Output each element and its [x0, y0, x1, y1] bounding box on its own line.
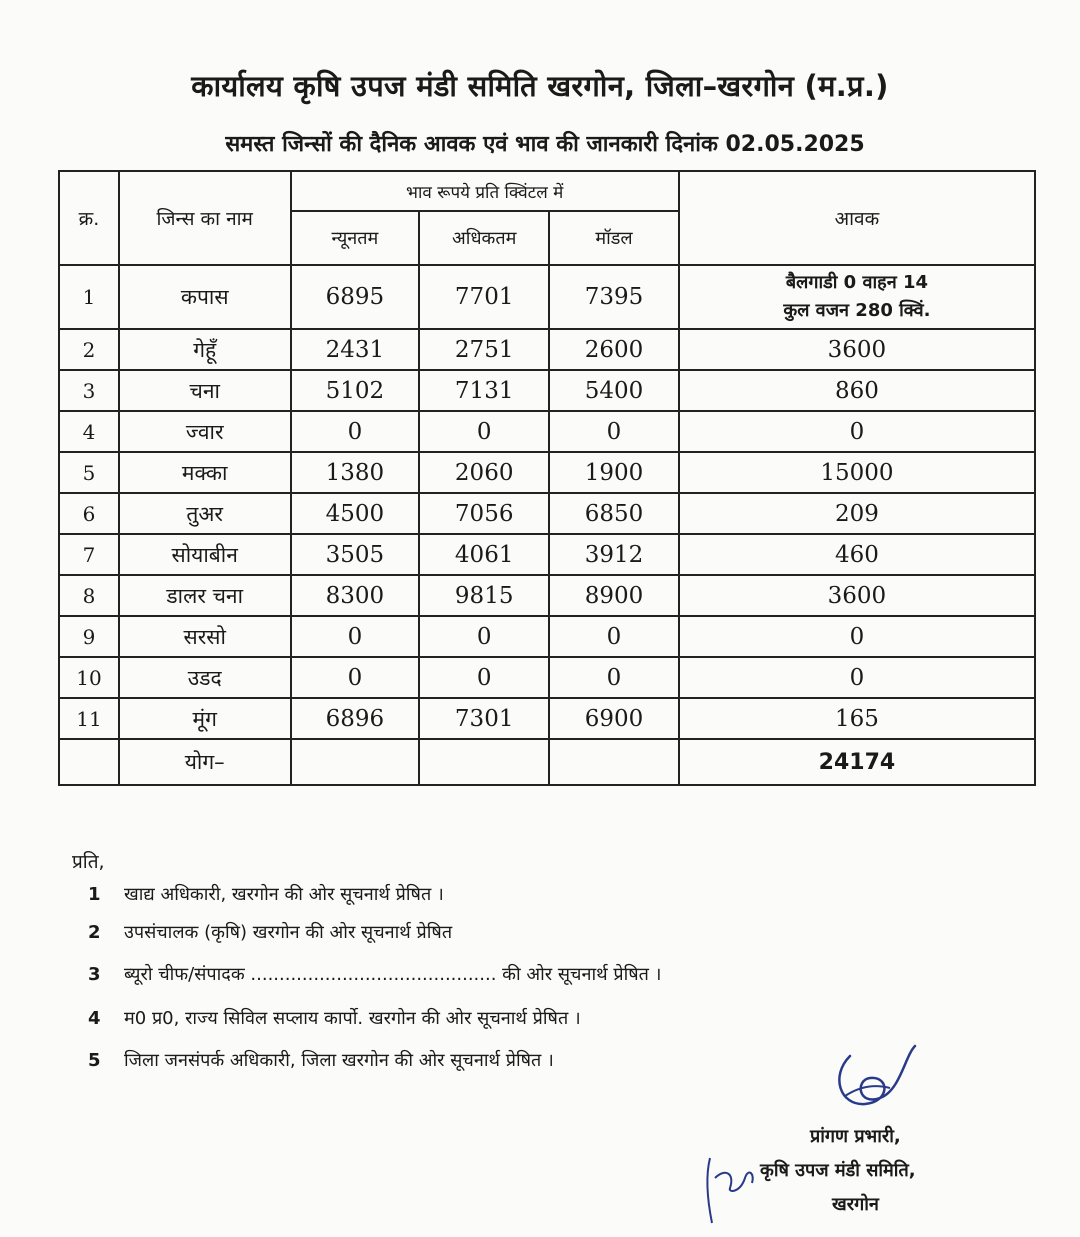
signatory-place: खरगोन: [832, 1194, 879, 1215]
item-number: 5: [88, 1050, 101, 1071]
row-sn: 9: [59, 616, 119, 657]
table-row: [59, 534, 1035, 575]
office-title: कार्यालय कृषि उपज मंडी समिति खरगोन, जिला–खरगोन (म.प्र.): [191, 69, 889, 103]
total-min-empty: [291, 739, 420, 785]
row-modal: 6850: [549, 493, 679, 534]
total-label: योग–: [119, 739, 291, 785]
table-row: [59, 493, 1035, 534]
row-commodity: मक्का: [119, 452, 291, 493]
row-max: 7131: [419, 370, 549, 411]
row-sn: 5: [59, 452, 119, 493]
aavak-vehicles: बैलगाडी 0 वाहन 14: [785, 272, 929, 293]
initials-scribble: [700, 1148, 760, 1228]
header-max: अधिकतम: [419, 211, 549, 265]
row-aavak: 209: [679, 493, 1035, 534]
report-subtitle: समस्त जिन्सों की दैनिक आवक एवं भाव की जानकारी दिनांक 02.05.2025: [225, 132, 865, 157]
table-row: [59, 452, 1035, 493]
row-aavak: 3600: [679, 329, 1035, 370]
row-sn: 3: [59, 370, 119, 411]
row-min: 0: [291, 616, 420, 657]
row-modal: 5400: [549, 370, 679, 411]
row-aavak: 3600: [679, 575, 1035, 616]
row-modal: 2600: [549, 329, 679, 370]
row-min: 4500: [291, 493, 420, 534]
distribution-item: [88, 920, 452, 944]
row-sn: 6: [59, 493, 119, 534]
row-aavak: 0: [679, 657, 1035, 698]
row-min: 6896: [291, 698, 420, 739]
row-commodity: ज्वार: [119, 411, 291, 452]
item-text: म0 प्र0, राज्य सिविल सप्लाय कार्पो. खरगोन की ओर सूचनार्थ प्रेषित ।: [124, 1008, 581, 1029]
row-modal: 0: [549, 657, 679, 698]
row-aavak: 460: [679, 534, 1035, 575]
row-min: 0: [291, 657, 420, 698]
distribution-item: [88, 1048, 554, 1072]
row-max: 9815: [419, 575, 549, 616]
row-max: 0: [419, 657, 549, 698]
row-min: 3505: [291, 534, 420, 575]
row-max: 0: [419, 411, 549, 452]
row-min: 6895: [291, 265, 420, 329]
row-min: 5102: [291, 370, 420, 411]
row-commodity: चना: [119, 370, 291, 411]
aavak-weight: कुल वजन 280 क्विं.: [783, 300, 931, 321]
row-aavak: 165: [679, 698, 1035, 739]
table-row: [59, 265, 1035, 329]
row-modal: 3912: [549, 534, 679, 575]
item-text: ब्यूरो चीफ/संपादक ........................................... की ओर सूचनार्थ प्रेषित ।: [124, 964, 662, 985]
item-text: खाद्य अधिकारी, खरगोन की ओर सूचनार्थ प्रेषित ।: [124, 884, 444, 905]
row-commodity: मूंग: [119, 698, 291, 739]
row-max: 2751: [419, 329, 549, 370]
row-sn: 7: [59, 534, 119, 575]
distribution-item: [88, 1006, 581, 1030]
row-modal: 6900: [549, 698, 679, 739]
row-sn: 8: [59, 575, 119, 616]
signature-scribble: [820, 1036, 930, 1126]
row-modal: 0: [549, 616, 679, 657]
row-aavak: 0: [679, 616, 1035, 657]
item-text: जिला जनसंपर्क अधिकारी, जिला खरगोन की ओर सूचनार्थ प्रेषित ।: [124, 1050, 554, 1071]
table-row: [59, 616, 1035, 657]
table-row: [59, 370, 1035, 411]
header-sn: क्र.: [59, 171, 119, 265]
row-modal: 1900: [549, 452, 679, 493]
table-row: [59, 329, 1035, 370]
header-commodity: जिन्स का नाम: [119, 171, 291, 265]
item-number: 3: [88, 964, 101, 985]
row-max: 0: [419, 616, 549, 657]
row-aavak: [679, 265, 1035, 329]
row-min: 0: [291, 411, 420, 452]
row-commodity: तुअर: [119, 493, 291, 534]
header-aavak: आवक: [679, 171, 1035, 265]
distribution-item: [88, 962, 661, 986]
table-row: [59, 698, 1035, 739]
row-min: 8300: [291, 575, 420, 616]
row-commodity: डालर चना: [119, 575, 291, 616]
row-commodity: सोयाबीन: [119, 534, 291, 575]
table-row: [59, 657, 1035, 698]
signatory-designation: प्रांगण प्रभारी,: [810, 1126, 901, 1147]
item-text: उपसंचालक (कृषि) खरगोन की ओर सूचनार्थ प्रेषित: [124, 922, 453, 943]
row-min: 1380: [291, 452, 420, 493]
row-max: 2060: [419, 452, 549, 493]
total-max-empty: [419, 739, 549, 785]
row-commodity: सरसो: [119, 616, 291, 657]
row-max: 4061: [419, 534, 549, 575]
arrival-price-table: [58, 170, 1036, 786]
total-modal-empty: [549, 739, 679, 785]
row-modal: 7395: [549, 265, 679, 329]
distribution-item: [88, 882, 444, 906]
table-row: [59, 575, 1035, 616]
row-max: 7701: [419, 265, 549, 329]
header-price-group: भाव रूपये प्रति क्विंटल में: [291, 171, 679, 211]
row-sn: 11: [59, 698, 119, 739]
row-commodity: उडद: [119, 657, 291, 698]
row-aavak: 860: [679, 370, 1035, 411]
row-sn: 2: [59, 329, 119, 370]
header-modal: मॉडल: [549, 211, 679, 265]
table-row: [59, 411, 1035, 452]
total-sn-empty: [59, 739, 119, 785]
distribution-label: प्रति,: [72, 851, 105, 873]
signatory-office: कृषि उपज मंडी समिति,: [760, 1160, 916, 1181]
item-number: 4: [88, 1008, 101, 1029]
row-sn: 10: [59, 657, 119, 698]
header-min: न्यूनतम: [291, 211, 420, 265]
total-aavak: 24174: [679, 739, 1035, 785]
row-sn: 1: [59, 265, 119, 329]
row-modal: 0: [549, 411, 679, 452]
row-min: 2431: [291, 329, 420, 370]
row-commodity: कपास: [119, 265, 291, 329]
row-commodity: गेहूँ: [119, 329, 291, 370]
row-sn: 4: [59, 411, 119, 452]
row-max: 7056: [419, 493, 549, 534]
item-number: 1: [88, 884, 101, 905]
row-modal: 8900: [549, 575, 679, 616]
row-aavak: 0: [679, 411, 1035, 452]
total-row: [59, 739, 1035, 785]
signatory-block: [760, 1120, 1020, 1222]
row-aavak: 15000: [679, 452, 1035, 493]
item-number: 2: [88, 922, 101, 943]
row-max: 7301: [419, 698, 549, 739]
